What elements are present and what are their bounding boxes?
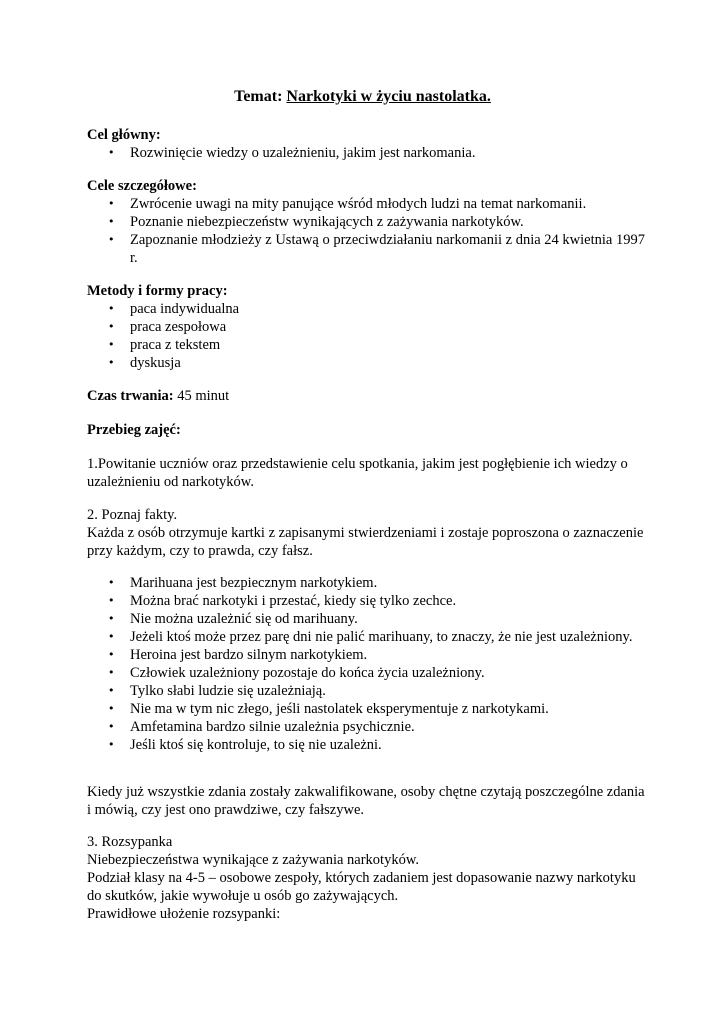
specific-goals-heading: Cele szczegółowe: [87,178,197,194]
list-item: • Poznanie niebezpieczeństw wynikających z zażywania narkotyków. [87,213,647,231]
step1-text: 1.Powitanie uczniów oraz przedstawienie celu spotkania, jakim jest pogłębienie ich wiedzy o uzależnieniu od narkotyków. [87,456,628,490]
specific-goals-section [87,177,647,267]
list-item: • paca indywidualna [87,300,647,318]
document-title [0,88,725,106]
duration-label: Czas trwania: [87,388,174,404]
title-topic: Narkotyki w życiu nastolatka. [286,88,491,105]
list-item: • Tylko słabi ludzie się uzależniają. [87,682,647,700]
title-prefix: Temat: [234,88,287,105]
main-goal-list [87,144,647,162]
list-item: • Zwrócenie uwagi na mity panujące wśród młodych ludzi na temat narkomanii. [87,195,647,213]
list-item: • Heroina jest bardzo silnym narkotykiem. [87,646,647,664]
list-item: • Nie ma w tym nic złego, jeśli nastolatek eksperymentuje z narkotykami. [87,700,647,718]
step3-title: 3. Rozsypanka [87,834,173,850]
statements-section [87,574,647,754]
course-heading-block [87,421,647,439]
course-heading: Przebieg zajęć: [87,422,181,438]
list-item: • praca z tekstem [87,336,647,354]
list-item: • Jeśli ktoś się kontroluje, to się nie uzależni. [87,736,647,754]
list-item: • Amfetamina bardzo silnie uzależnia psychicznie. [87,718,647,736]
main-goal-heading: Cel główny: [87,127,161,143]
step3-section [87,833,647,923]
list-item: • Marihuana jest bezpiecznym narkotykiem. [87,574,647,592]
step2-title: 2. Poznaj fakty. [87,507,178,523]
methods-section [87,282,647,372]
duration-value: 45 minut [173,388,230,404]
step1-section [87,455,647,491]
list-item: • Można brać narkotyki i przestać, kiedy się tylko zechce. [87,592,647,610]
methods-heading: Metody i formy pracy: [87,283,228,299]
step3-line: Prawidłowe ułożenie rozsypanki: [87,906,281,922]
list-item: • Zapoznanie młodzieży z Ustawą o przeciwdziałaniu narkomanii z dnia 24 kwietnia 1997 r. [87,231,647,267]
step2-text: Każda z osób otrzymuje kartki z zapisanymi stwierdzeniami i zostaje poproszona o zaznaczenie przy każdym, czy to prawda, czy fałsz. [87,525,644,559]
step3-line: Podział klasy na 4-5 – osobowe zespoły, których zadaniem jest dopasowanie nazwy narkotyku do skutków, jakie wywołuje u osób go zażywających. [87,870,636,904]
list-item: • Człowiek uzależniony pozostaje do końca życia uzależniony. [87,664,647,682]
list-item: • Jeżeli ktoś może przez parę dni nie palić marihuany, to znaczy, że nie jest uzależniony. [87,628,647,646]
step2-after-text: Kiedy już wszystkie zdania zostały zakwalifikowane, osoby chętne czytają poszczególne zdania i mówią, czy jest ono prawdziwe, czy fałszywe. [87,784,645,818]
specific-goals-list [87,195,647,267]
step2-section [87,506,647,560]
list-item: • Nie można uzależnić się od marihuany. [87,610,647,628]
statements-list [87,574,647,754]
duration-line [87,387,647,405]
list-item: • dyskusja [87,354,647,372]
methods-list [87,300,647,372]
list-item: • Rozwinięcie wiedzy o uzależnieniu, jakim jest narkomania. [87,144,647,162]
list-item: • praca zespołowa [87,318,647,336]
step3-line: Niebezpieczeństwa wynikające z zażywania narkotyków. [87,852,419,868]
main-goal-section [87,126,647,162]
step2-after-section [87,783,647,819]
